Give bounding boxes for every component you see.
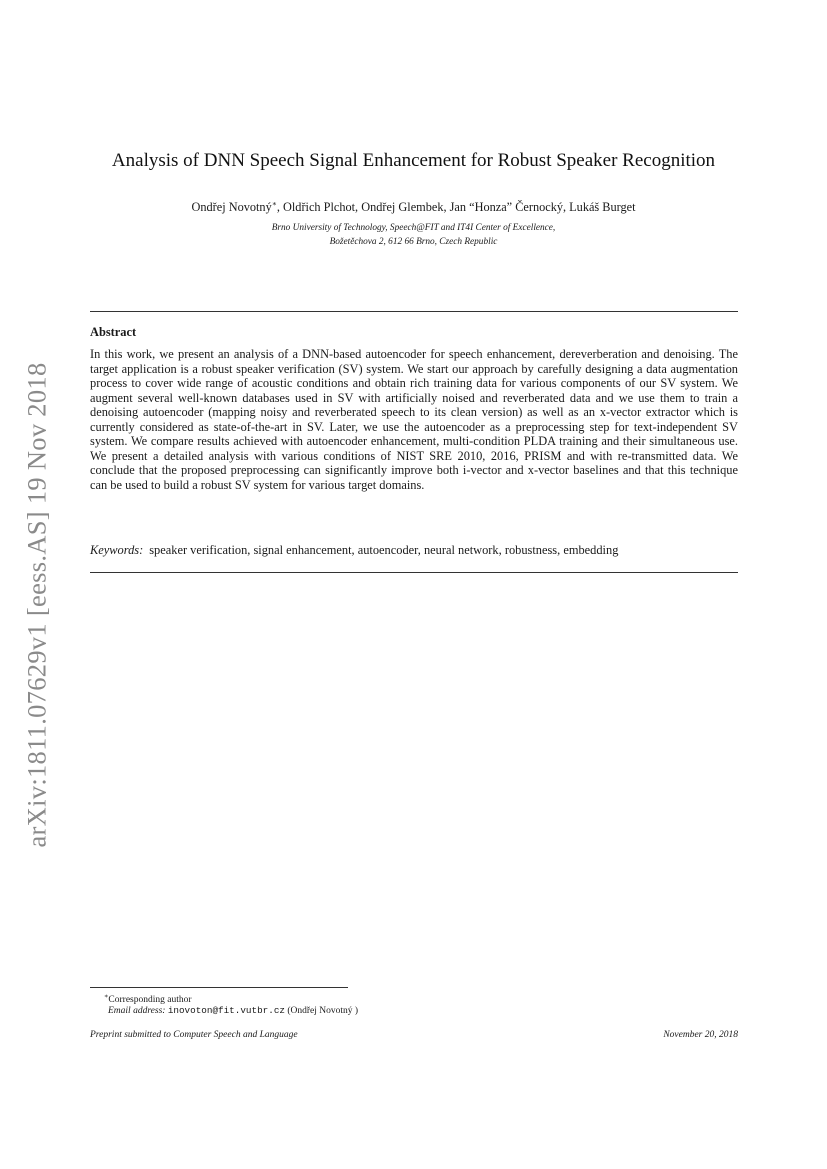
affiliation-line-1: Brno University of Technology, Speech@FIT and IT4I Center of Excellence,: [271, 223, 556, 233]
preprint-notice: Preprint submitted to Computer Speech and Language: [90, 1030, 298, 1040]
abstract-body: In this work, we present an analysis of a DNN-based autoencoder for speech enhancement, dereverberation and denoising. The target application is a robust speaker verification (SV) system. We start our approach by carefully designing a data augmentation process to cover wide range of acoustic conditions and obtain rich training data for various components of our SV system. We augment several well-known databases used in SV with artificially noised and reverberated data and we use them to train a denoising autoencoder (mapping noisy and reverberated speech to its clean version) as well as an x-vector extractor which is currently considered as state-of-the-art in SV. Later, we use the autoencoder as a preprocessing step for text-independent SV system. We compare results achieved with autoencoder enhancement, multi-condition PLDA training and their simultaneous use. We present a detailed analysis with various conditions of NIST SRE 2010, 2016, PRISM and with re-transmitted data. We conclude that the proposed preprocessing can significantly improve both i-vector and x-vector baselines and that this technique can be used to build a robust SV system for various target domains.: [90, 347, 738, 492]
abstract-bottom-rule: [90, 572, 738, 573]
abstract-top-rule: [90, 311, 738, 312]
keywords-label: Keywords:: [90, 543, 144, 557]
abstract-heading: Abstract: [90, 325, 137, 339]
corresponding-author-mark: ∗: [271, 199, 277, 208]
paper-title: Analysis of DNN Speech Signal Enhancement for Robust Speaker Recognition: [111, 150, 716, 171]
footnote-corresponding: [104, 992, 192, 1005]
preprint-date: November 20, 2018: [663, 1030, 738, 1040]
arxiv-identifier-stamp: arXiv:1811.07629v1 [eess.AS] 19 Nov 2018: [21, 362, 52, 848]
email-owner: (Ondřej Novotný ): [287, 1006, 359, 1016]
footnote-mark: ∗: [104, 993, 109, 1000]
corresponding-author-name: Ondřej Novotný: [191, 200, 272, 215]
keywords-list: speaker verification, signal enhancement, autoencoder, neural network, robustness, embedding: [149, 543, 619, 557]
email-address-link[interactable]: inovoton@fit.vutbr.cz: [167, 1005, 285, 1016]
email-label: Email address:: [108, 1006, 166, 1016]
footnote-rule: [90, 987, 348, 988]
affiliation-line-2: Božetěchova 2, 612 66 Brno, Czech Republic: [329, 237, 498, 247]
coauthor-names: , Oldřich Plchot, Ondřej Glembek, Jan “Honza” Černocký, Lukáš Burget: [276, 200, 636, 215]
author-list: [0, 199, 827, 215]
footnote-corresponding-text: Corresponding author: [108, 995, 192, 1006]
footnote-email: [108, 1005, 358, 1016]
keywords-line: [90, 543, 738, 558]
